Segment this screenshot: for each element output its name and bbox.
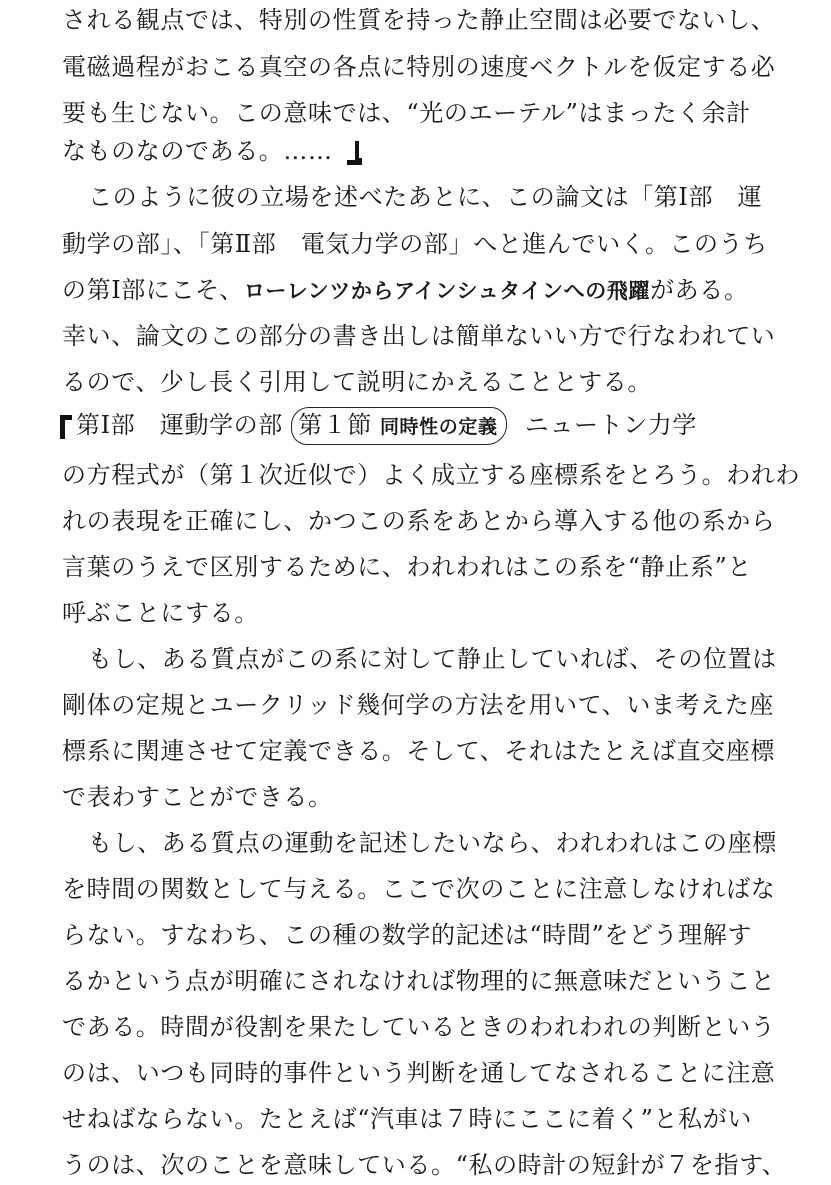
text-line: 電磁過程がおこる真空の各点に特別の速度ベクトルを仮定する必 xyxy=(62,53,776,81)
text-line: るかという点が明確にされなければ物理的に無意味だということ xyxy=(62,967,776,995)
text-segment: ニュートン力学 xyxy=(524,411,697,439)
part-heading: 第Ⅰ部 運動学の部 xyxy=(76,411,283,439)
document-page xyxy=(62,0,800,1179)
text-line: 言葉のうえで区別するために、われわれはこの系を“静止系”と xyxy=(62,553,752,581)
quote-end-mark-icon xyxy=(345,138,363,168)
bold-phrase: ローレンツからアインシュタインへの飛躍 xyxy=(243,279,651,303)
text-line xyxy=(56,405,697,445)
text-line: 剛体の定規とユークリッド幾何学の方法を用いて、いま考えた座 xyxy=(62,691,774,719)
text-line: のは、いつも同時的事件という判断を通してなされることに注意 xyxy=(62,1059,776,1087)
text-line: 幸い、論文のこの部分の書き出しは簡単ないい方で行なわれてい xyxy=(62,322,776,350)
section-number: 第１節 xyxy=(298,411,372,439)
text-line: を時間の関数として与える。ここで次のことに注意しなければな xyxy=(62,875,776,903)
text-line xyxy=(62,270,748,311)
text-line: 呼ぶことにする。 xyxy=(62,599,259,627)
text-line: らない。すなわち、この種の数学的記述は“時間”をどう理解す xyxy=(62,921,752,949)
text-line: 標系に関連させて定義できる。そして、それはたとえば直交座標 xyxy=(62,737,775,765)
text-line: 動学の部」、「第Ⅱ部 電気力学の部」へと進んでいく。このうち xyxy=(62,230,768,258)
text-line: れの表現を正確にし、かつこの系をあとから導入する他の系から xyxy=(62,507,776,535)
text-line: される観点では、特別の性質を持った静止空間は必要でないし、 xyxy=(62,6,776,34)
section-title: 同時性の定義 xyxy=(379,416,498,438)
text-line-content: なものなのである。…… xyxy=(62,137,333,165)
text-line: るので、少し長く引用して説明にかえることとする。 xyxy=(62,368,652,396)
text-line: の方程式が（第１次近似で）よく成立する座標系をとろう。われわ xyxy=(62,461,800,489)
text-line: もし、ある質点がこの系に対して静止していれば、その位置は xyxy=(88,645,777,673)
text-line: うのは、次のことを意味している。“私の時計の短針が７を指す、 xyxy=(62,1151,787,1179)
text-line: 要も生じない。この意味では、“光のエーテル”はまったく余計 xyxy=(62,99,751,127)
text-line: せねばならない。たとえば“汽車は７時にここに着く”と私がい xyxy=(62,1105,752,1133)
quote-start-mark-icon xyxy=(56,412,74,442)
text-line: もし、ある質点の運動を記述したいなら、われわれはこの座標 xyxy=(88,829,777,857)
text-line: このように彼の立場を述べたあとに、この論文は「第Ⅰ部 運 xyxy=(88,183,763,211)
text-segment: がある。 xyxy=(650,276,749,304)
text-line: である。時間が役割を果たしているときのわれわれの判断という xyxy=(62,1013,776,1041)
section-heading-circled xyxy=(291,407,506,445)
text-line xyxy=(62,131,363,171)
text-segment: の第Ⅰ部にこそ、 xyxy=(62,276,244,304)
text-line: で表わすことができる。 xyxy=(62,783,333,811)
